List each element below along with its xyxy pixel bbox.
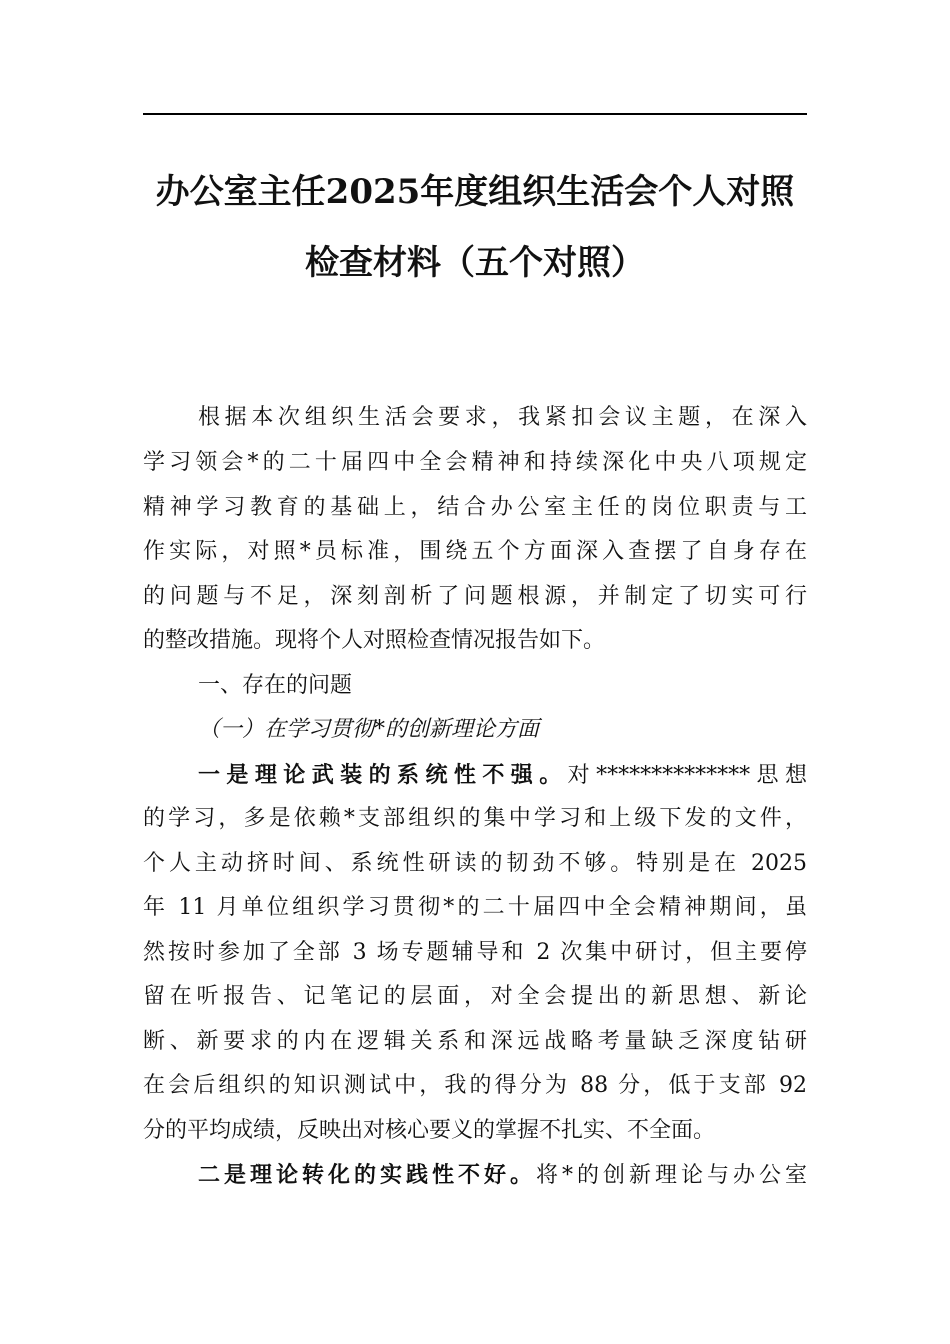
point-1-first-line xyxy=(198,760,807,791)
point-1-line: 的学习，多是依赖*支部组织的集中学习和上级下发的文件， xyxy=(143,806,807,831)
header-rule xyxy=(143,113,807,115)
point-1-lead: 一是理论武装的系统性不强。 xyxy=(198,762,568,788)
document-title-line-1: 办公室主任2025年度组织生活会个人对照 xyxy=(155,172,795,212)
intro-line: 的问题与不足，深刻剖析了问题根源，并制定了切实可行 xyxy=(143,584,807,609)
point-1-line: 断、新要求的内在逻辑关系和深远战略考量缺乏深度钻研 xyxy=(143,1029,807,1054)
point-2-lead: 二是理论转化的实践性不好。 xyxy=(198,1162,536,1188)
point-2-lead-rest: 将*的创新理论与办公室 xyxy=(535,1163,807,1188)
point-1-line: 留在听报告、记笔记的层面，对全会提出的新思想、新论 xyxy=(143,984,807,1009)
document-title-line-2: 检查材料（五个对照） xyxy=(305,243,645,283)
point-1-line: 然按时参加了全部 3 场专题辅导和 2 次集中研讨，但主要停 xyxy=(143,940,807,965)
intro-line: 学习领会*的二十届四中全会精神和持续深化中央八项规定 xyxy=(143,450,807,475)
intro-line: 的整改措施。现将个人对照检查情况报告如下。 xyxy=(143,628,606,653)
point-2-first-line xyxy=(198,1160,807,1191)
intro-line: 作实际，对照*员标准，围绕五个方面深入查摆了自身存在 xyxy=(143,539,807,564)
section-heading: 一、存在的问题 xyxy=(198,673,353,698)
point-1-line: 在会后组织的知识测试中，我的得分为 88 分，低于支部 92 xyxy=(143,1073,807,1098)
subsection-heading: （一）在学习贯彻*的创新理论方面 xyxy=(198,717,540,742)
point-1-lead-rest: 对**************思想 xyxy=(567,763,807,788)
intro-line: 根据本次组织生活会要求，我紧扣会议主题，在深入 xyxy=(198,405,807,430)
point-1-line: 年 11 月单位组织学习贯彻*的二十届四中全会精神期间，虽 xyxy=(143,895,807,920)
point-1-line: 个人主动挤时间、系统性研读的韧劲不够。特别是在 2025 xyxy=(143,851,807,876)
point-1-line: 分的平均成绩，反映出对核心要义的掌握不扎实、不全面。 xyxy=(143,1118,716,1143)
intro-line: 精神学习教育的基础上，结合办公室主任的岗位职责与工 xyxy=(143,495,807,520)
